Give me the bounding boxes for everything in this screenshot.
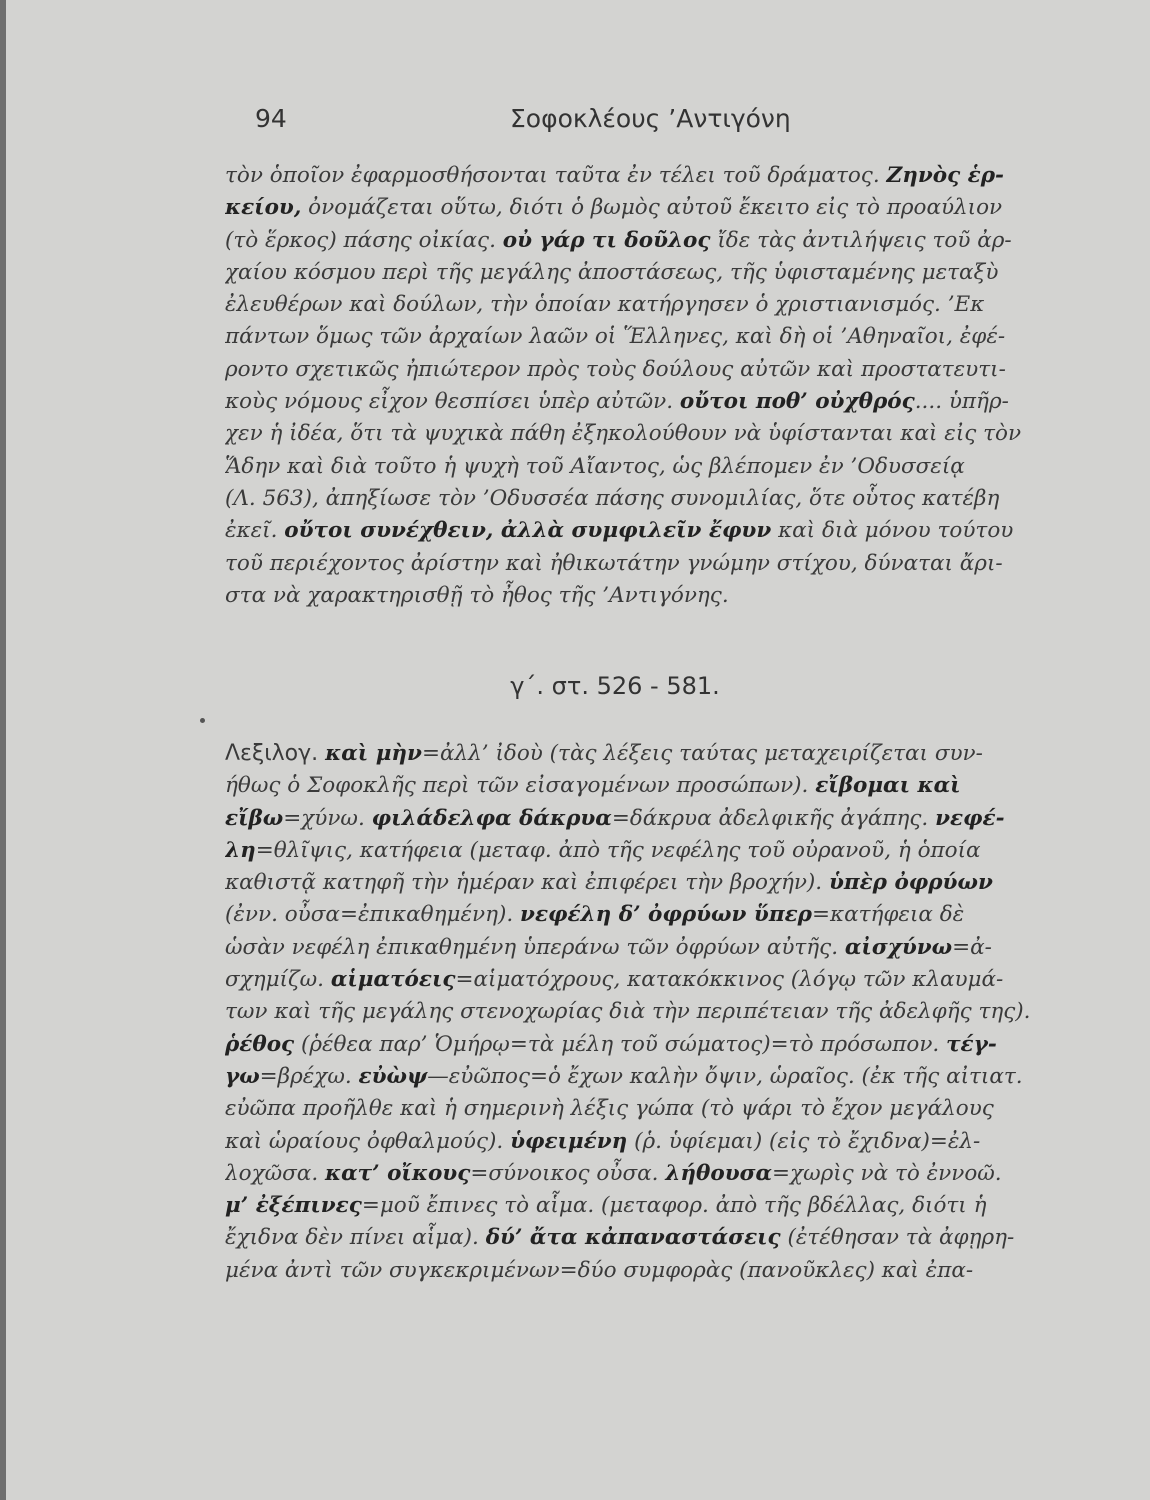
page-edge: [0, 0, 6, 1500]
text-segment: =χύνω.: [283, 805, 372, 831]
lemma: λη: [225, 837, 256, 863]
lemma: ὑπὲρ ὀφρύων: [828, 870, 993, 896]
text-segment: πάντων ὅμως τῶν ἀρχαίων λαῶν οἱ Ἕλληνες, καὶ δὴ οἱ ’Αθηναῖοι, ἐφέ-: [225, 324, 1006, 350]
text-segment: καὶ διὰ μόνου τούτου: [771, 518, 1014, 544]
text-segment: καθιστᾷ κατηφῆ τὴν ἡμέραν καὶ ἐπιφέρει τὴν βροχήν).: [225, 870, 829, 896]
lemma: καὶ μὴν: [325, 741, 422, 766]
text-segment: χαίου κόσμου περὶ τῆς μεγάλης ἀποστάσεως, τῆς ὑφισταμένης μεταξὺ: [225, 259, 999, 285]
text-segment: ὡσὰν νεφέλη ἐπικαθημένη ὑπεράνω τῶν ὀφρύων αὐτῆς.: [225, 934, 845, 960]
text-line: [225, 451, 1130, 483]
text-line: [225, 1126, 1130, 1158]
text-segment: Ἅδην καὶ διὰ τοῦτο ἡ ψυχὴ τοῦ Αἴαντος, ὡς βλέπομεν ἐν ’Οδυσσείᾳ: [225, 453, 965, 479]
text-segment: ἴδε τὰς ἀντιλήψεις τοῦ ἀρ-: [710, 227, 1012, 253]
lemma: κείου,: [225, 195, 302, 221]
text-line: [225, 1061, 1130, 1093]
text-segment: τοῦ περιέχοντος ἀρίστην καὶ ἠθικωτάτην γνώμην στίχου, δύναται ἄρι-: [225, 550, 1003, 576]
text-segment: .... ὑπῆρ-: [914, 389, 1009, 415]
lemma: οὐ γάρ τι δοῦλος: [502, 227, 711, 253]
lemma: δύ’ ἄτα κἀπαναστάσεις: [485, 1225, 781, 1251]
text-line: [225, 257, 1130, 289]
text-line: [225, 225, 1130, 257]
text-line: [225, 996, 1130, 1028]
text-segment: λοχῶσα.: [225, 1160, 325, 1186]
text-segment: (ἐτέθησαν τὰ ἀφῃρη-: [780, 1225, 1015, 1251]
lemma: νεφέλη δ’ ὀφρύων ὕπερ: [520, 902, 812, 928]
text-segment: =σύνοικος οὖσα.: [470, 1160, 666, 1186]
text-segment: =δάκρυα ἀδελφικῆς ἀγάπης.: [611, 805, 936, 831]
lemma: μ’ ἐξέπινες: [225, 1193, 362, 1219]
text-line: [225, 321, 1130, 353]
text-segment: ροντο σχετικῶς ἠπιώτερον πρὸς τοὺς δούλους αὐτῶν καὶ προστατευτι-: [225, 356, 1006, 382]
text-segment: ήθως ὁ Σοφοκλῆς περὶ τῶν εἰσαγομένων προσώπων).: [225, 773, 816, 799]
text-segment: =μοῦ ἔπινες τὸ αἷμα. (μεταφορ. ἀπὸ τῆς βδέλλας, διότι ἡ: [361, 1193, 987, 1219]
text-line: [225, 835, 1130, 867]
commentary-paragraph: [225, 160, 1130, 612]
text-line: [225, 1093, 1130, 1125]
lemma: γω: [225, 1063, 260, 1089]
running-title: Σοφοκλέους ’Αντιγόνη: [510, 104, 791, 133]
text-line: [225, 1190, 1130, 1222]
text-segment: στα νὰ χαρακτηρισθῇ τὸ ἦθος τῆς ’Αντιγόνης.: [225, 582, 729, 608]
lemma: κατ’ οἴκους: [325, 1160, 471, 1186]
text-line: [225, 548, 1130, 580]
section-heading: γ΄. στ. 526 - 581.: [510, 672, 720, 700]
text-line: [225, 580, 1130, 612]
text-line: [225, 964, 1130, 996]
lemma: νεφέ-: [935, 805, 1005, 831]
text-segment: (ἐνν. οὖσα=ἐπικαθημένη).: [225, 902, 521, 928]
lemma: ῥέθος: [225, 1031, 295, 1057]
text-line: [225, 899, 1130, 931]
lemma: ὑφειμένη: [510, 1128, 628, 1154]
text-segment: =βρέχω.: [259, 1063, 359, 1089]
text-line: [225, 386, 1130, 418]
text-segment: των καὶ τῆς μεγάλης στενοχωρίας διὰ τὴν περιπέτειαν τῆς ἀδελφῆς της).: [225, 999, 1031, 1025]
lemma: αἱματόεις: [330, 967, 456, 993]
text-line: [225, 483, 1130, 515]
lemma: Ζηνὸς ἑρ-: [886, 163, 1004, 188]
lemma: εἴβομαι καὶ: [815, 773, 961, 799]
text-segment: —εὐῶπος=ὁ ἔχων καλὴν ὄψιν, ὡραῖος. (ἐκ τῆς αἰτιατ.: [427, 1063, 1023, 1089]
margin-dot: [200, 718, 205, 723]
text-segment: ἔχιδνα δὲν πίνει αἷμα).: [225, 1225, 486, 1251]
page-header: [255, 104, 1085, 144]
glossary-paragraph: [225, 738, 1130, 1287]
text-line: [225, 515, 1130, 547]
text-line: [225, 867, 1130, 899]
text-segment: σχημίζω.: [225, 967, 331, 993]
page-number: 94: [255, 104, 287, 133]
text-segment: χεν ἡ ἰδέα, ὅτι τὰ ψυχικὰ πάθη ἐξηκολούθουν νὰ ὑφίστανται καὶ εἰς τὸν: [225, 421, 1022, 447]
text-line: [225, 1222, 1130, 1254]
text-line: [225, 354, 1130, 386]
text-line: [225, 1029, 1130, 1061]
lemma: αἰσχύνω: [844, 934, 953, 960]
text-line: [225, 803, 1130, 835]
text-line: [225, 192, 1130, 224]
text-segment: (ῥ. ὑφίεμαι) (εἰς τὸ ἔχιδνα)=ἐλ-: [627, 1128, 981, 1154]
lemma: οὔτοι ποθ’ οὐχθρός: [679, 389, 915, 415]
text-segment: (ῥέθεα παρ’ Ὁμήρῳ=τὰ μέλη τοῦ σώματος)=τὸ πρόσωπον.: [294, 1031, 947, 1057]
text-line: [225, 1255, 1130, 1287]
text-line: [225, 932, 1130, 964]
text-segment: τὸν ὁποῖον ἐφαρμοσθήσονται ταῦτα ἐν τέλει τοῦ δράματος.: [225, 163, 887, 188]
text-segment: =χωρὶς νὰ τὸ ἐννοῶ.: [772, 1160, 1002, 1186]
text-line: [225, 418, 1130, 450]
lemma: τέγ-: [946, 1031, 997, 1057]
text-segment: κοὺς νόμους εἶχον θεσπίσει ὑπὲρ αὐτῶν.: [225, 389, 680, 415]
lemma: εὐὼψ: [358, 1063, 428, 1089]
text-segment: (Λ. 563), ἀπηξίωσε τὸν ’Οδυσσέα πάσης συνομιλίας, ὅτε οὗτος κατέβη: [225, 485, 1000, 511]
text-segment: (τὸ ἕρκος) πάσης οἰκίας.: [225, 227, 503, 253]
text-segment: =θλῖψις, κατήφεια (μεταφ. ἀπὸ τῆς νεφέλης τοῦ οὐρανοῦ, ἡ ὁποία: [255, 837, 981, 863]
text-line: [225, 160, 1130, 192]
text-segment: καὶ ὡραίους ὀφθαλμούς).: [225, 1128, 511, 1154]
lemma: λήθουσα: [665, 1160, 773, 1186]
text-line: [225, 289, 1130, 321]
text-line: [225, 738, 1130, 770]
text-segment: ἐλευθέρων καὶ δούλων, τὴν ὁποίαν κατήργησεν ὁ χριστιανισμός. ’Εκ: [225, 292, 985, 318]
glossary-label: Λεξιλογ.: [225, 741, 326, 766]
text-segment: εὐῶπα προῆλθε καὶ ἡ σημερινὴ λέξις γώπα (τὸ ψάρι τὸ ἔχον μεγάλους: [225, 1096, 994, 1122]
lemma: οὔτοι συνέχθειν, ἀλλὰ συμφιλεῖν ἔφυν: [284, 518, 772, 544]
text-segment: ἐκεῖ.: [225, 518, 285, 544]
text-line: [225, 770, 1130, 802]
text-segment: ὀνομάζεται οὕτω, διότι ὁ βωμὸς αὐτοῦ ἔκειτο εἰς τὸ προαύλιον: [301, 195, 1003, 221]
text-segment: =αἱματόχρους, κατακόκκινος (λόγῳ τῶν κλαυμά-: [455, 967, 1004, 993]
lemma: φιλάδελφα δάκρυα: [371, 805, 612, 831]
text-segment: =ἀ-: [952, 934, 992, 960]
text-line: [225, 1158, 1130, 1190]
text-segment: =ἀλλ’ ἰδοὺ (τὰς λέξεις ταύτας μεταχειρίζεται συν-: [421, 741, 983, 766]
text-segment: μένα ἀντὶ τῶν συγκεκριμένων=δύο συμφορὰς (πανοῦκλες) καὶ ἐπα-: [225, 1257, 974, 1283]
text-segment: =κατήφεια δὲ: [811, 902, 965, 928]
lemma: εἴβω: [225, 805, 284, 831]
